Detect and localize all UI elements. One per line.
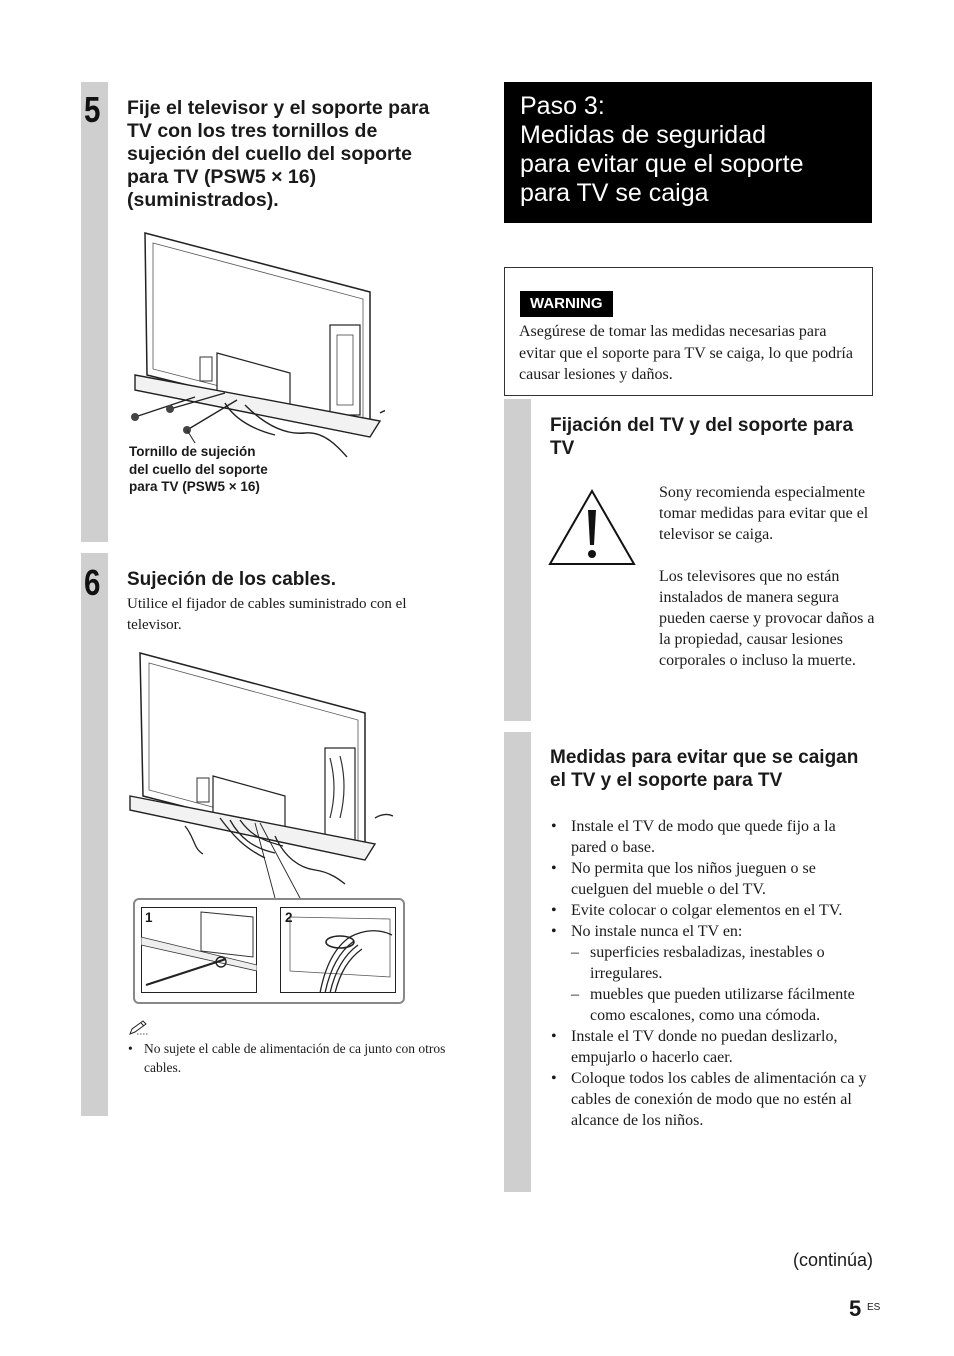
step6-sidebar (81, 553, 108, 1116)
warning-badge: WARNING (520, 291, 613, 317)
paso3-title-line-3: para evitar que el soporte (520, 150, 804, 178)
medidas-bullet-5: • Instale el TV donde no puedan deslizarlo, empujarlo o hacerlo caer. (550, 1026, 870, 1068)
inset-label-1: 1 (145, 910, 153, 925)
fijacion-text-1: Sony recomienda especialmente tomar medidas para evitar que el televisor se caiga. (659, 484, 869, 543)
screw-caption: Tornillo de sujeción del cuello del soporte para TV (PSW5 × 16) (129, 444, 268, 494)
medidas-bullet-6: • Coloque todos los cables de alimentación ca y cables de conexión de modo que no estén al alcance de los niños. (550, 1068, 870, 1131)
caution-triangle-icon (548, 488, 636, 566)
tv-cable-holder-illustration (125, 648, 415, 898)
fijacion-heading: Fijación del TV y del soporte para TV (550, 415, 854, 459)
medidas-dash-2: – muebles que pueden utilizarse fácilmente como escalones, como una cómoda. (571, 984, 870, 1026)
tv-stand-screw-illustration (125, 225, 385, 475)
continua-label: (continúa) (792, 1250, 873, 1270)
medidas-bullet-2: • No permita que los niños jueguen o se cuelguen del mueble o del TV. (550, 858, 870, 900)
paso3-title-box (504, 82, 872, 223)
medidas-dash-1: – superficies resbaladizas, inestables o irregulares. (571, 942, 870, 984)
step6-body: Utilice el fijador de cables suministrado con el televisor. (127, 596, 407, 633)
medidas-bullet-1: • Instale el TV de modo que quede fijo a la pared o base. (550, 816, 870, 858)
paso3-title-line-4: para TV se caiga (520, 179, 709, 207)
medidas-bullet-3: • Evite colocar o colgar elementos en el TV. (550, 900, 870, 921)
page-number: 5 (849, 1296, 862, 1321)
medidas-bullet-4: • No instale nunca el TV en: (550, 921, 870, 942)
page-lang: ES (867, 1302, 881, 1313)
step6-number: 6 (84, 562, 101, 603)
step6-note: • No sujete el cable de alimentación de ca junto con otros cables. (127, 1039, 457, 1077)
inset-label-2: 2 (285, 910, 293, 925)
step6-heading: Sujeción de los cables. (127, 569, 337, 590)
warning-box (504, 267, 873, 396)
warning-text: Asegúrese de tomar las medidas necesarias para evitar que el soporte para TV se caiga, lo que podría causar lesiones y daños. (519, 323, 853, 383)
paso3-title-line-2: Medidas de seguridad (520, 121, 766, 149)
step5-heading: Fije el televisor y el soporte para TV con los tres tornillos de sujeción del cuello del soporte para TV (PSW5 × 16) (suministrados). (127, 97, 430, 211)
step5-sidebar (81, 82, 108, 542)
medidas-heading: Medidas para evitar que se caigan el TV y el soporte para TV (550, 747, 859, 791)
fijacion-sidebar (504, 399, 531, 721)
paso3-title-line-1: Paso 3: (520, 92, 605, 120)
medidas-list (550, 816, 870, 1131)
step5-number: 5 (84, 89, 101, 130)
fijacion-text-2: Los televisores que no están instalados de manera segura pueden caerse y provocar daños a la propiedad, causar lesiones corporales o incluso la muerte. (659, 568, 875, 669)
cable-holder-inset-2 (280, 907, 396, 993)
pencil-note-icon (129, 1020, 151, 1036)
medidas-sidebar (504, 732, 531, 1192)
step6-note-list (127, 1039, 457, 1077)
cable-holder-inset-1 (141, 907, 257, 993)
